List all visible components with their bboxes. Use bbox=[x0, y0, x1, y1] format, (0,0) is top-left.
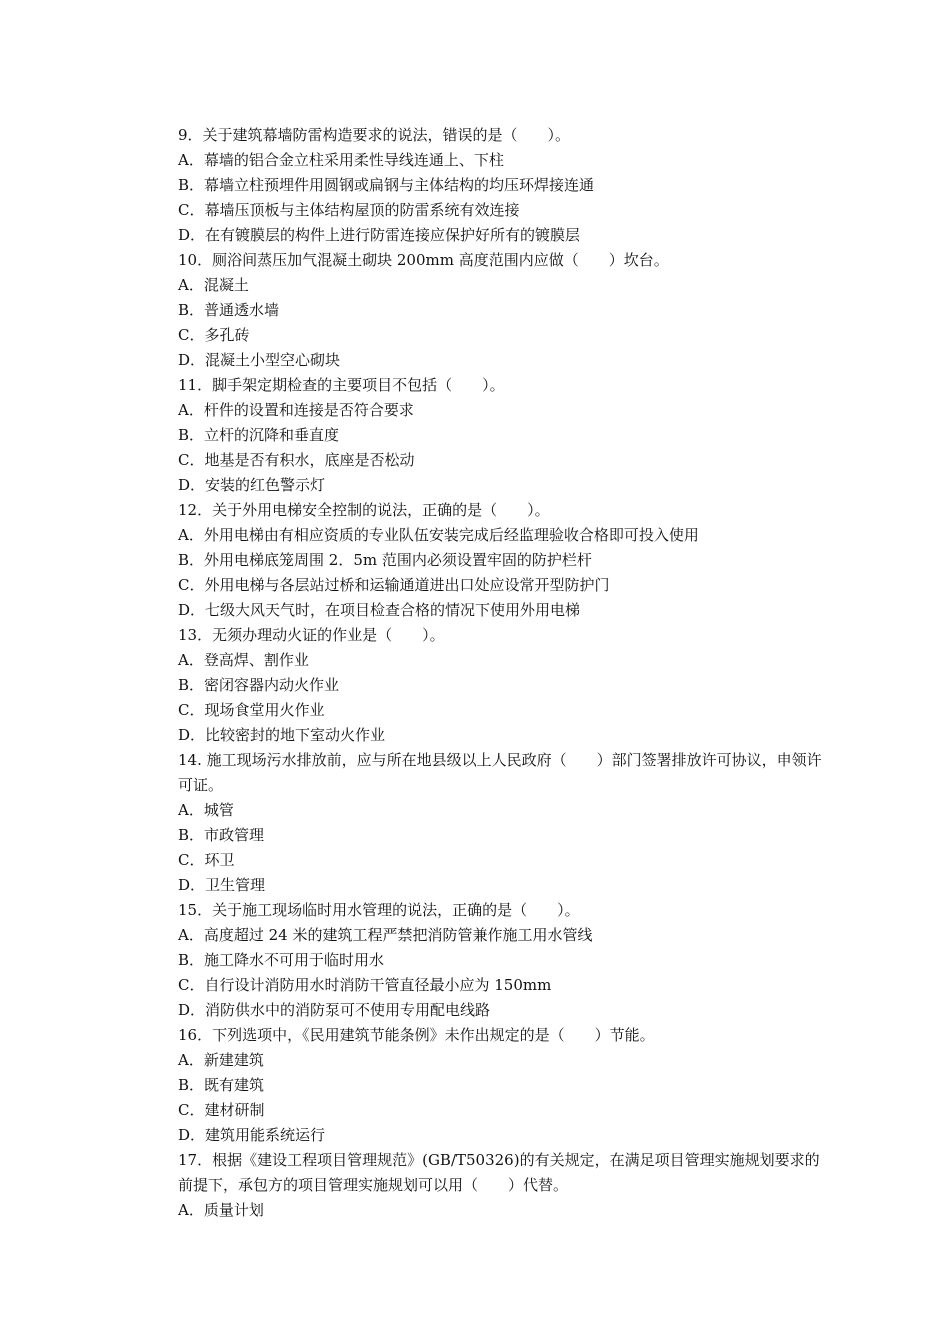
option-a: A．新建建筑 bbox=[178, 1051, 264, 1069]
option-d: D．七级大风天气时，在项目检查合格的情况下使用外用电梯 bbox=[178, 601, 581, 619]
option-b: B．幕墙立柱预埋件用圆钢或扁钢与主体结构的均压环焊接连通 bbox=[178, 176, 595, 194]
question-list bbox=[178, 123, 823, 1223]
question-stem: 12．关于外用电梯安全控制的说法，正确的是（ ）。 bbox=[178, 501, 550, 519]
question-stem: 14. 施工现场污水排放前，应与所在地县级以上人民政府（ ）部门签署排放许可协议，申领许可证。 bbox=[178, 751, 822, 794]
option-c: C．外用电梯与各层站过桥和运输通道进出口处应设常开型防护门 bbox=[178, 576, 610, 594]
option-b: B．施工降水不可用于临时用水 bbox=[178, 951, 385, 969]
option-a: A．幕墙的铝合金立柱采用柔性导线连通上、下柱 bbox=[178, 151, 504, 169]
option-b: B．立杆的沉降和垂直度 bbox=[178, 426, 340, 444]
question-stem: 16．下列选项中，《民用建筑节能条例》未作出规定的是（ ）节能。 bbox=[178, 1026, 655, 1044]
question-stem: 17．根据《建设工程项目管理规范》(GB/T50326)的有关规定，在满足项目管理实施规划要求的前提下，承包方的项目管理实施规划可以用（ ）代替。 bbox=[178, 1151, 820, 1194]
option-c: C．地基是否有积水，底座是否松动 bbox=[178, 451, 415, 469]
option-d: D．安装的红色警示灯 bbox=[178, 476, 326, 494]
option-c: C．幕墙压顶板与主体结构屋顶的防雷系统有效连接 bbox=[178, 201, 520, 219]
question-stem: 13．无须办理动火证的作业是（ ）。 bbox=[178, 626, 445, 644]
option-c: C．自行设计消防用水时消防干管直径最小应为 150mm bbox=[178, 976, 552, 994]
question-stem: 15．关于施工现场临时用水管理的说法，正确的是（ ）。 bbox=[178, 901, 580, 919]
option-a: A．城管 bbox=[178, 801, 234, 819]
option-b: B．普通透水墙 bbox=[178, 301, 280, 319]
option-b: B．密闭容器内动火作业 bbox=[178, 676, 340, 694]
option-d: D．卫生管理 bbox=[178, 876, 266, 894]
option-c: C．多孔砖 bbox=[178, 326, 250, 344]
question-stem: 9．关于建筑幕墙防雷构造要求的说法，错误的是（ ）。 bbox=[178, 126, 571, 144]
option-c: C．环卫 bbox=[178, 851, 235, 869]
option-a: A．高度超过 24 米的建筑工程严禁把消防管兼作施工用水管线 bbox=[178, 926, 593, 944]
option-d: D．混凝土小型空心砌块 bbox=[178, 351, 341, 369]
option-d: D．消防供水中的消防泵可不使用专用配电线路 bbox=[178, 1001, 491, 1019]
option-d: D．在有镀膜层的构件上进行防雷连接应保护好所有的镀膜层 bbox=[178, 226, 581, 244]
option-b: B．市政管理 bbox=[178, 826, 265, 844]
option-d: D．建筑用能系统运行 bbox=[178, 1126, 326, 1144]
option-c: C．建材研制 bbox=[178, 1101, 265, 1119]
option-a: A．登高焊、割作业 bbox=[178, 651, 309, 669]
question-stem: 11．脚手架定期检查的主要项目不包括（ ）。 bbox=[178, 376, 505, 394]
option-b: B．既有建筑 bbox=[178, 1076, 265, 1094]
option-c: C．现场食堂用火作业 bbox=[178, 701, 325, 719]
question-stem: 10．厕浴间蒸压加气混凝土砌块 200mm 高度范围内应做（ ）坎台。 bbox=[178, 251, 669, 269]
option-a: A．杆件的设置和连接是否符合要求 bbox=[178, 401, 414, 419]
option-d: D．比较密封的地下室动火作业 bbox=[178, 726, 386, 744]
option-a: A．质量计划 bbox=[178, 1201, 264, 1219]
option-b: B．外用电梯底笼周围 2．5m 范围内必须设置牢固的防护栏杆 bbox=[178, 551, 592, 569]
option-a: A．混凝土 bbox=[178, 276, 249, 294]
option-a: A．外用电梯由有相应资质的专业队伍安装完成后经监理验收合格即可投入使用 bbox=[178, 526, 699, 544]
